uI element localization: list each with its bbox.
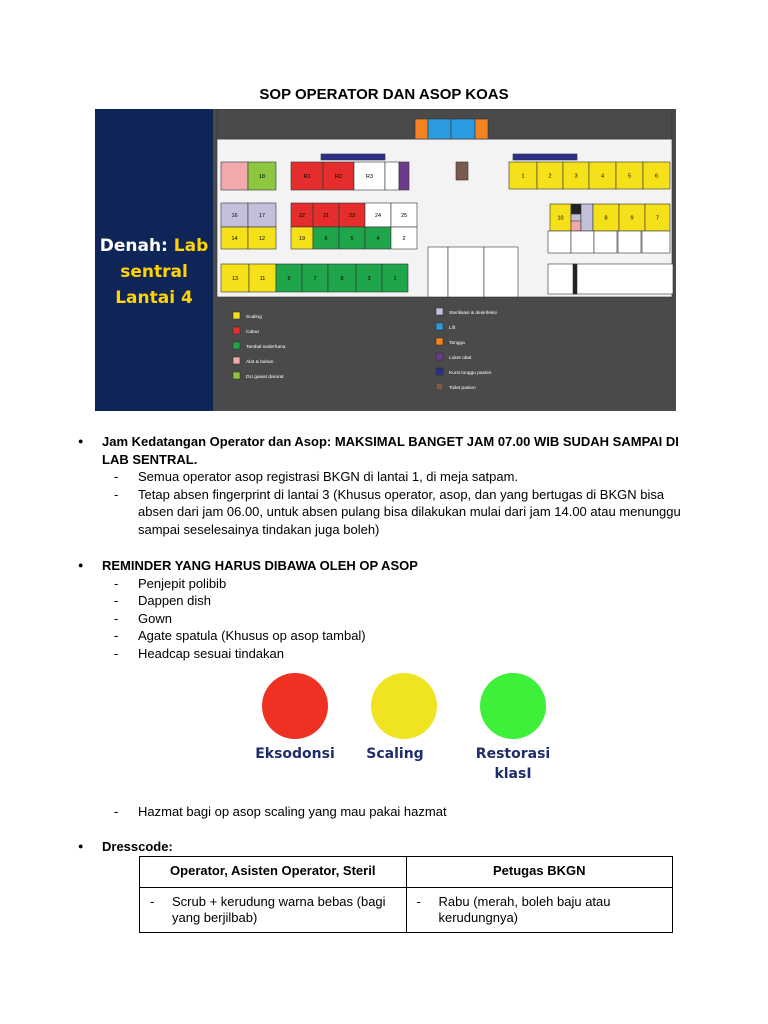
- dash-marker: -: [114, 575, 119, 591]
- reminder-item: [76, 575, 696, 593]
- restorasi-label: Restorasi klasI: [475, 746, 551, 782]
- stairs-block: [475, 119, 488, 139]
- dash-marker: -: [114, 486, 119, 502]
- dresscode-table: [139, 856, 673, 933]
- reminder-item-text: Agate spatula (Khusus op asop tambal): [138, 628, 366, 643]
- room-number: 16: [231, 213, 238, 219]
- scaling-circle: [371, 673, 437, 739]
- room-block: [548, 264, 673, 294]
- waiting-chairs: [513, 154, 577, 160]
- dresscode-row: [140, 888, 673, 933]
- legend-label: Cabut: [246, 330, 259, 335]
- stairs-block: [415, 119, 428, 139]
- room-number: 10: [557, 215, 564, 222]
- eksodonsi-label: Eksodonsi: [255, 746, 335, 762]
- legend-swatch: [436, 338, 443, 345]
- lift-block: [451, 119, 475, 139]
- room-block: [385, 162, 399, 190]
- arrival-item-text: Semua operator asop registrasi BKGN di lantai 1, di meja satpam.: [138, 469, 519, 484]
- legend-label: Scaling: [246, 315, 262, 320]
- dash-marker: -: [114, 610, 119, 626]
- section-reminder: [76, 557, 696, 662]
- floor-plan-title-floor: Lantai 4: [115, 288, 193, 308]
- room-block: [642, 231, 670, 253]
- room-number: 7: [655, 215, 660, 222]
- reminder-item: [76, 803, 696, 821]
- dresscode-header-row: [140, 857, 673, 888]
- room-block: [571, 221, 581, 231]
- reminder-item-text: Penjepit polibib: [138, 575, 227, 591]
- hazmat-note: [76, 803, 696, 821]
- legend-swatch: [233, 327, 240, 334]
- room-number: 22: [298, 213, 306, 219]
- legend-label: Sterilisasi & desinfeksi: [449, 311, 497, 316]
- room-number: 1: [393, 276, 397, 282]
- room-number: 7: [313, 276, 317, 282]
- legend-label: Loket obat: [449, 356, 472, 361]
- arrival-item: [76, 468, 696, 486]
- room-number: 9: [287, 276, 291, 282]
- room-number: 8: [604, 215, 608, 222]
- room-block: [484, 247, 518, 297]
- room-number: 2: [548, 173, 552, 180]
- reminder-item: [76, 592, 696, 610]
- legend-swatch: [233, 342, 240, 349]
- legend-swatch: [436, 323, 443, 330]
- room-number: 25: [400, 213, 408, 219]
- room-number: R1: [303, 174, 311, 180]
- dresscode-bullet: ● Dresscode:: [76, 838, 696, 856]
- room-number: 24: [374, 213, 382, 219]
- room-number: R3: [365, 174, 374, 180]
- floor-plan-title: [95, 233, 213, 311]
- room-number: 1: [521, 173, 525, 180]
- room-number: 5: [627, 173, 632, 180]
- dresscode-cell-text: Rabu (merah, boleh baju atau kerudungnya): [438, 894, 611, 925]
- dash-marker: -: [114, 593, 119, 608]
- restorasi-circle: [480, 673, 546, 739]
- room-block: [571, 231, 594, 253]
- room-number: 13: [231, 276, 239, 282]
- floor-plan-svg: [213, 109, 676, 411]
- floor-plan-title-lab: Lab: [173, 236, 209, 256]
- section-arrival: [76, 433, 696, 538]
- room-number: 18: [258, 174, 266, 180]
- room-number: 8: [340, 276, 344, 282]
- scaling-label: Scaling: [366, 746, 424, 762]
- hazmat-text: Hazmat bagi op asop scaling yang mau pakai hazmat: [138, 804, 447, 819]
- dresscode-cell-operator: [140, 888, 407, 933]
- lift-block: [428, 119, 451, 139]
- legend-label: Tangga: [449, 341, 465, 346]
- dash-marker: -: [114, 804, 119, 819]
- room-number: 3: [574, 173, 578, 180]
- room-number: 9: [630, 215, 634, 222]
- legend-swatch: [233, 372, 240, 379]
- dash-marker: -: [114, 469, 119, 484]
- reminder-item-text: Headcap sesuai tindakan: [138, 645, 284, 661]
- reminder-item-text: Gown: [138, 610, 172, 626]
- waiting-chairs: [321, 154, 385, 160]
- legend-swatch: [436, 353, 443, 360]
- floor-plan-title-panel: [95, 109, 213, 411]
- room-divider: [573, 264, 577, 294]
- room-number: 12: [258, 236, 266, 242]
- room-number: 4: [376, 236, 380, 242]
- room-block: [221, 162, 248, 190]
- dash-marker: -: [114, 645, 119, 661]
- room-number: 11: [259, 276, 266, 282]
- dash-marker: -: [416, 894, 421, 909]
- room-block: [594, 231, 617, 253]
- floor-plan-title-word: Denah:: [99, 236, 168, 256]
- room-block: [571, 204, 581, 214]
- room-number: 14: [231, 236, 238, 242]
- room-number: 3: [367, 276, 371, 282]
- room-number: 2: [402, 236, 406, 242]
- reminder-bullet: ● REMINDER YANG HARUS DIBAWA OLEH OP ASOP: [76, 557, 696, 575]
- floor-plan-map: [213, 109, 676, 411]
- arrival-bullet: ● Jam Kedatangan Operator dan Asop: MAKSIMAL BANGET JAM 07.00 WIB SUDAH SAMPAI DI LAB SENTRAL.: [76, 433, 696, 468]
- arrival-item-text: Tetap absen fingerprint di lantai 3 (Khusus operator, asop, dan yang bertugas di BKGN bisa absen dari jam 06.00, untuk absen pulang bisa dilakukan mulai dari jam 14.00 atau menunggu sampai seselesainya tindakan juga boleh): [138, 486, 681, 537]
- legend-swatch: [436, 368, 443, 375]
- toilet-block: [456, 162, 468, 180]
- room-number: 17: [258, 213, 266, 219]
- dash-marker: -: [114, 628, 119, 643]
- room-number: 6: [654, 173, 659, 180]
- headcap-color-legend: [230, 673, 560, 793]
- room-number: 5: [350, 236, 354, 242]
- room-number: 6: [324, 236, 328, 242]
- room-number: 23: [348, 213, 356, 219]
- room-number: 4: [600, 173, 605, 180]
- section-dresscode: [76, 838, 696, 856]
- floor-plan-title-sentral: sentral: [120, 262, 188, 282]
- legend-swatch: [436, 308, 443, 315]
- legend-label: DU gawat darurat: [246, 375, 284, 380]
- dresscode-cell-text: Scrub + kerudung warna bebas (bagi yang berjilbab): [172, 894, 386, 925]
- reminder-item: [76, 610, 696, 628]
- eksodonsi-circle: [262, 673, 328, 739]
- room-number: R2: [334, 174, 343, 180]
- room-block: [448, 247, 484, 297]
- room-block: [581, 204, 593, 231]
- legend-label: Lift: [449, 326, 456, 331]
- arrival-item: [76, 486, 696, 539]
- room-block: [548, 231, 571, 253]
- reminder-item: [76, 645, 696, 663]
- page-title: SOP OPERATOR DAN ASOP KOAS: [259, 86, 509, 103]
- legend-label: Toilet pasien: [449, 386, 476, 391]
- legend-swatch: [233, 357, 240, 364]
- dash-marker: -: [150, 894, 155, 909]
- floor-plan-figure: [95, 109, 676, 411]
- legend-label: Alat & bahan: [246, 360, 274, 365]
- room-block: [618, 231, 641, 253]
- legend-label: Tambal sederhana: [246, 345, 286, 350]
- medicine-counter: [399, 162, 409, 190]
- dresscode-cell-bkgn: [406, 888, 673, 933]
- legend-swatch: [436, 383, 443, 390]
- dresscode-header-bkgn: Petugas BKGN: [406, 857, 673, 888]
- legend-label: Kursi tunggu pasien: [449, 371, 492, 376]
- dresscode-header-operator: Operator, Asisten Operator, Steril: [140, 857, 407, 888]
- room-block: [428, 247, 448, 297]
- room-number: 19: [298, 236, 306, 242]
- reminder-item: [76, 627, 696, 645]
- room-number: 21: [322, 213, 330, 219]
- legend-swatch: [233, 312, 240, 319]
- reminder-item-text: Dappen dish: [138, 593, 211, 608]
